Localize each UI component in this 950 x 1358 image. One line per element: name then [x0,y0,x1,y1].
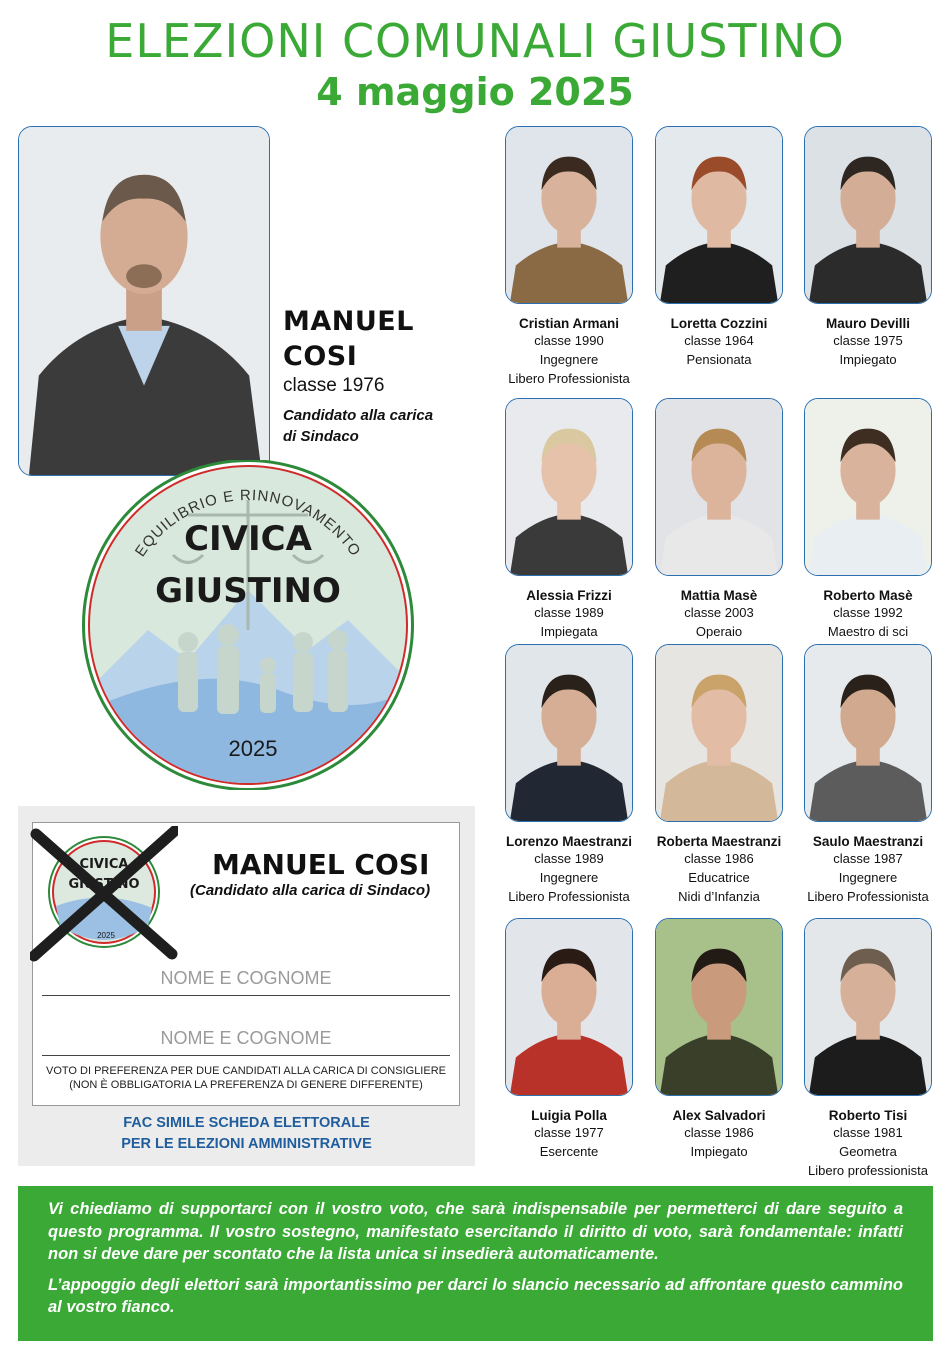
candidate-name: Mauro Devilli [825,316,911,331]
candidate-photo [655,126,783,304]
candidate-card [793,918,943,1180]
mayor-year: classe 1976 [283,375,385,396]
logo-line2: GIUSTINO [155,571,341,611]
candidate-profession: Impiegata [540,624,598,639]
candidate-profession: Esercente [539,1144,599,1159]
page-title: ELEZIONI COMUNALI GIUSTINO [105,14,845,68]
ballot-candidate-role: (Candidato alla carica di Sindaco) [190,882,431,899]
candidate-year: classe 1981 [833,1125,903,1140]
candidate-photo [804,126,932,304]
preference-field-2: NOME E COGNOME [42,1028,450,1056]
candidate-card [644,644,794,906]
candidate-profession: Maestro di sci [827,624,909,639]
candidate-profession: Libero professionista [808,1163,928,1178]
candidate-year: classe 1990 [534,333,604,348]
candidate-card [793,398,943,641]
candidate-card [644,918,794,1161]
logo-year: 2025 [228,736,278,761]
mayor-photo [18,126,270,476]
logo-arc-text: EQUILIBRIO E RINNOVAMENTO [131,486,365,560]
candidate-photo [655,644,783,822]
candidate-photo [505,398,633,576]
candidate-profession: Libero Professionista [508,889,630,904]
party-logo [78,460,418,790]
candidate-name: Alex Salvadori [672,1108,766,1123]
candidate-year: classe 1992 [833,605,903,620]
candidate-name: Roberta Maestranzi [656,834,782,849]
candidate-card [494,126,644,388]
candidate-photo [655,398,783,576]
candidate-card [793,126,943,369]
candidate-year: classe 1977 [534,1125,604,1140]
candidate-card [793,644,943,906]
candidate-card [494,644,644,906]
candidate-profession: Geometra [839,1144,897,1159]
candidate-name: Roberto Masè [823,588,913,603]
svg-text:GIUSTINO: GIUSTINO [68,877,140,892]
appeal-banner [18,1186,933,1341]
candidate-name: Loretta Cozzini [670,316,768,331]
preference-field-1: NOME E COGNOME [42,968,450,996]
candidate-year: classe 1986 [684,1125,754,1140]
candidate-card [494,398,644,641]
candidate-profession: Ingegnere [539,870,599,885]
candidate-profession: Ingegnere [539,352,599,367]
svg-text:CIVICA: CIVICA [79,857,129,872]
candidate-name: Roberto Tisi [828,1108,908,1123]
candidate-year: classe 1964 [684,333,754,348]
candidate-photo [655,918,783,1096]
candidate-profession: Impiegato [839,352,897,367]
candidate-name: Alessia Frizzi [526,588,612,603]
mayor-role: Candidato alla carica di Sindaco [283,407,434,445]
candidate-profession: Nidi d’Infanzia [678,889,760,904]
candidate-name: Luigia Polla [531,1108,607,1123]
candidate-profession: Ingegnere [838,870,898,885]
candidate-profession: Operaio [695,624,743,639]
candidate-name: Mattia Masè [680,588,758,603]
candidate-profession: Impiegato [690,1144,748,1159]
candidate-year: classe 1989 [534,851,604,866]
candidate-year: classe 1987 [833,851,903,866]
candidate-profession: Libero Professionista [508,371,630,386]
candidate-photo [804,644,932,822]
candidate-photo [804,398,932,576]
candidate-year: classe 1975 [833,333,903,348]
candidate-profession: Pensionata [686,352,752,367]
candidate-name: Saulo Maestranzi [812,834,924,849]
election-date: 4 maggio 2025 [316,70,634,114]
ballot-caption: FAC SIMILE SCHEDA ELETTORALE PER LE ELEZIONI AMMINISTRATIVE [121,1115,372,1152]
appeal-paragraph-2: L’appoggio degli elettori sarà importantissimo per darci lo slancio necessario ad affrontare questo cammino al vostro fianco. [48,1275,903,1316]
candidate-profession: Libero Professionista [807,889,929,904]
candidate-year: classe 1989 [534,605,604,620]
candidate-photo [505,126,633,304]
ballot-logo-crossed [30,826,178,962]
mayor-name: MANUEL COSI [283,306,414,372]
candidate-card [644,126,794,369]
svg-text:2025: 2025 [97,931,115,940]
candidate-photo [505,644,633,822]
candidate-photo [804,918,932,1096]
appeal-paragraph-1: Vi chiediamo di supportarci con il vostro voto, che sarà indispensabile per permetterci di dare seguito a questo programma. Il vostro sostegno, manifestato esercitando il diritto di voto, sarà fondamentale: infatti non si deve dare per scontato che la lista unica si insedierà automaticamente. [48,1200,903,1263]
ballot-note: VOTO DI PREFERENZA PER DUE CANDIDATI ALLA CARICA DI CONSIGLIERE (NON È OBBLIGATORIA LA PREFERENZA DI GENERE DIFFERENTE) [46,1065,446,1091]
candidate-card [644,398,794,641]
candidate-name: Lorenzo Maestranzi [505,834,633,849]
candidate-year: classe 1986 [684,851,754,866]
candidate-year: classe 2003 [684,605,754,620]
logo-line1: CIVICA [184,519,312,559]
candidate-photo [505,918,633,1096]
candidate-card [494,918,644,1161]
ballot-candidate-name: MANUEL COSI [212,848,430,881]
candidate-profession: Educatrice [688,870,750,885]
candidate-name: Cristian Armani [518,316,620,331]
